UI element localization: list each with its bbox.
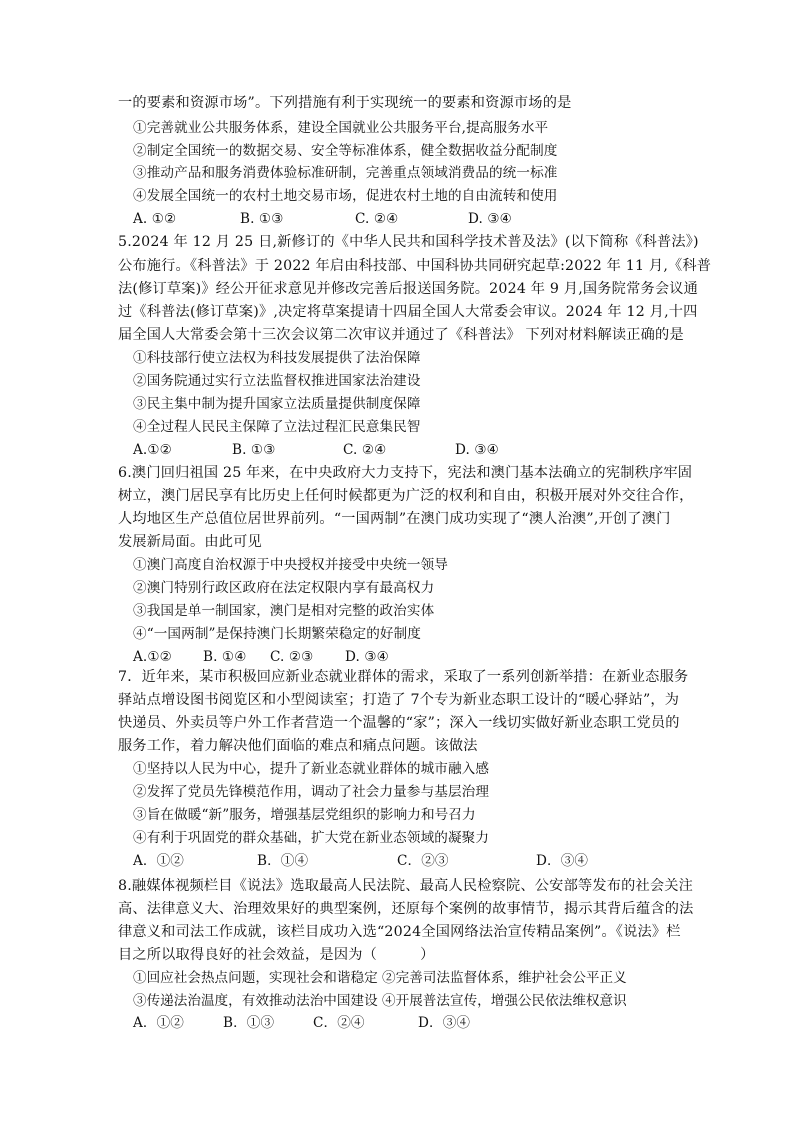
answer-a: A. ①②: [133, 211, 177, 227]
q8-answer-d: D．③④: [418, 1015, 471, 1031]
answer-b: B. ①③: [240, 211, 284, 227]
q5-answer-b: B. ①③: [232, 442, 276, 458]
q7-stem-line: 服务工作，着力解决他们面临的难点和痛点问题。该做法: [118, 738, 478, 754]
q5-answer-d: D. ③④: [455, 442, 499, 458]
q8-answer-a: A．①②: [133, 1015, 184, 1031]
answer-d: D. ③④: [468, 211, 512, 227]
q8-stem-line: 8.融媒体视频栏目《说法》选取最高人民法院、最高人民检察院、公安部等发布的社会关注: [118, 878, 694, 894]
q6-option-2: ②澳门特别行政区政府在法定权限内享有最高权力: [133, 580, 435, 596]
q8-options-row-1: ①回应社会热点问题，实现社会和谐稳定 ②完善司法监督体系，维护社会公平正义: [133, 970, 627, 986]
option-3: ③推动产品和服务消费体验标准研制，完善重点领域消费品的统一标准: [133, 165, 558, 181]
option-4: ④发展全国统一的农村土地交易市场，促进农村土地的自由流转和使用: [133, 188, 558, 204]
q8-stem-line: 高、法律意义大、治理效果好的典型案例，还原每个案例的故事情节，揭示其背后蕴含的法: [118, 901, 694, 917]
q7-answer-d: D．③④: [536, 853, 589, 869]
q5-option-4: ④全过程人民民主保障了立法过程汇民意集民智: [133, 419, 421, 435]
q8-stem-line: 律意义和司法工作成就，该栏目成功入选“2024全国网络法治宣传精品案例”。《说法》栏: [118, 924, 681, 940]
q6-option-3: ③我国是单一制国家，澳门是相对完整的政治实体: [133, 603, 435, 619]
q7-answer-b: B．①④: [257, 853, 309, 869]
q5-stem-line: 5.2024 年 12 月 25 日,新修订的《中华人民共和国科学技术普及法》(以下简称《科普法》): [118, 234, 699, 250]
q6-answer-b: B. ①④: [203, 649, 247, 665]
q5-stem-line: 过《科普法(修订草案)》,决定将草案提请十四届全国人大常委会审议。2024 年 12 月,十四: [118, 304, 698, 320]
q7-stem-line: 7．近年来，某市积极回应新业态就业群体的需求，采取了一系列创新举措：在新业态服务: [118, 669, 689, 685]
q5-stem-line: 届全国人大常委会第十三次会议第二次审议并通过了《科普法》 下列对材料解读正确的是: [118, 327, 684, 343]
q8-answer-c: C．②④: [313, 1015, 365, 1031]
q8-options-row-2: ③传递法治温度，有效推动法治中国建设 ④开展普法宣传，增强公民依法维权意识: [133, 993, 627, 1009]
q7-answer-a: A．①②: [133, 853, 184, 869]
option-1: ①完善就业公共服务体系，建设全国就业公共服务平台,提高服务水平: [133, 120, 549, 136]
q6-answer-d: D. ③④: [345, 649, 389, 665]
q5-answer-a: A.①②: [133, 442, 172, 458]
q8-answer-b: B．①③: [223, 1015, 275, 1031]
q8-stem-line: 目之所以取得良好的社会效益，是因为（ ）: [118, 947, 435, 963]
q7-option-3: ③旨在做暖“新”服务，增强基层党组织的影响力和号召力: [133, 807, 476, 823]
q6-answer-c: C. ②③: [270, 649, 314, 665]
q7-option-4: ④有利于巩固党的群众基础，扩大党在新业态领域的凝聚力: [133, 830, 490, 846]
q7-stem-line: 驿站点增设图书阅览区和小型阅读室；打造了 7个专为新业态职工设计的“暖心驿站”，为: [118, 692, 680, 708]
option-2: ②制定全国统一的数据交易、安全等标准体系，健全数据收益分配制度: [133, 143, 558, 159]
q7-option-1: ①坚持以人民为中心，提升了新业态就业群体的城市融入感: [133, 761, 490, 777]
q5-stem-line: 法(修订草案)》经公开征求意见并修改完善后报送国务院。2024 年 9 月,国务院常务会议通: [118, 281, 699, 297]
q5-answer-c: C. ②④: [343, 442, 387, 458]
q7-answer-c: C．②③: [397, 853, 449, 869]
question-stem-line: 一的要素和资源市场”。下列措施有利于实现统一的要素和资源市场的是: [118, 95, 572, 111]
q6-answer-a: A.①②: [133, 649, 172, 665]
q5-option-3: ③民主集中制为提升国家立法质量提供制度保障: [133, 396, 421, 412]
q6-stem-line: 发展新局面。由此可见: [118, 534, 262, 550]
answer-c: C. ②④: [355, 211, 399, 227]
q5-option-1: ①科技部行使立法权为科技发展提供了法治保障: [133, 350, 421, 366]
q7-stem-line: 快递员、外卖员等户外工作者营造一个温馨的“家”；深入一线切实做好新业态职工党员的: [118, 715, 680, 731]
q5-stem-line: 公布施行。《科普法》于 2022 年启由科技部、中国科协共同研究起草:2022 年 11 月,《科普: [118, 258, 712, 274]
q6-stem-line: 6.澳门回归祖国 25 年来，在中央政府大力支持下，宪法和澳门基本法确立的宪制秩序牢固: [118, 465, 693, 481]
q5-option-2: ②国务院通过实行立法监督权推进国家法治建设: [133, 373, 421, 389]
q6-option-1: ①澳门高度自治权源于中央授权并接受中央统一领导: [133, 557, 448, 573]
q7-option-2: ②发挥了党员先锋模范作用，调动了社会力量参与基层治理: [133, 784, 490, 800]
q6-stem-line: 树立，澳门居民享有比历史上任何时候都更为广泛的权利和自由，积极开展对外交往合作，: [118, 488, 694, 504]
q6-option-4: ④“一国两制”是保持澳门长期繁荣稳定的好制度: [133, 626, 421, 642]
q6-stem-line: 人均地区生产总值位居世界前列。“一国两制”在澳门成功实现了“澳人治澳”,开创了澳门: [118, 511, 671, 527]
